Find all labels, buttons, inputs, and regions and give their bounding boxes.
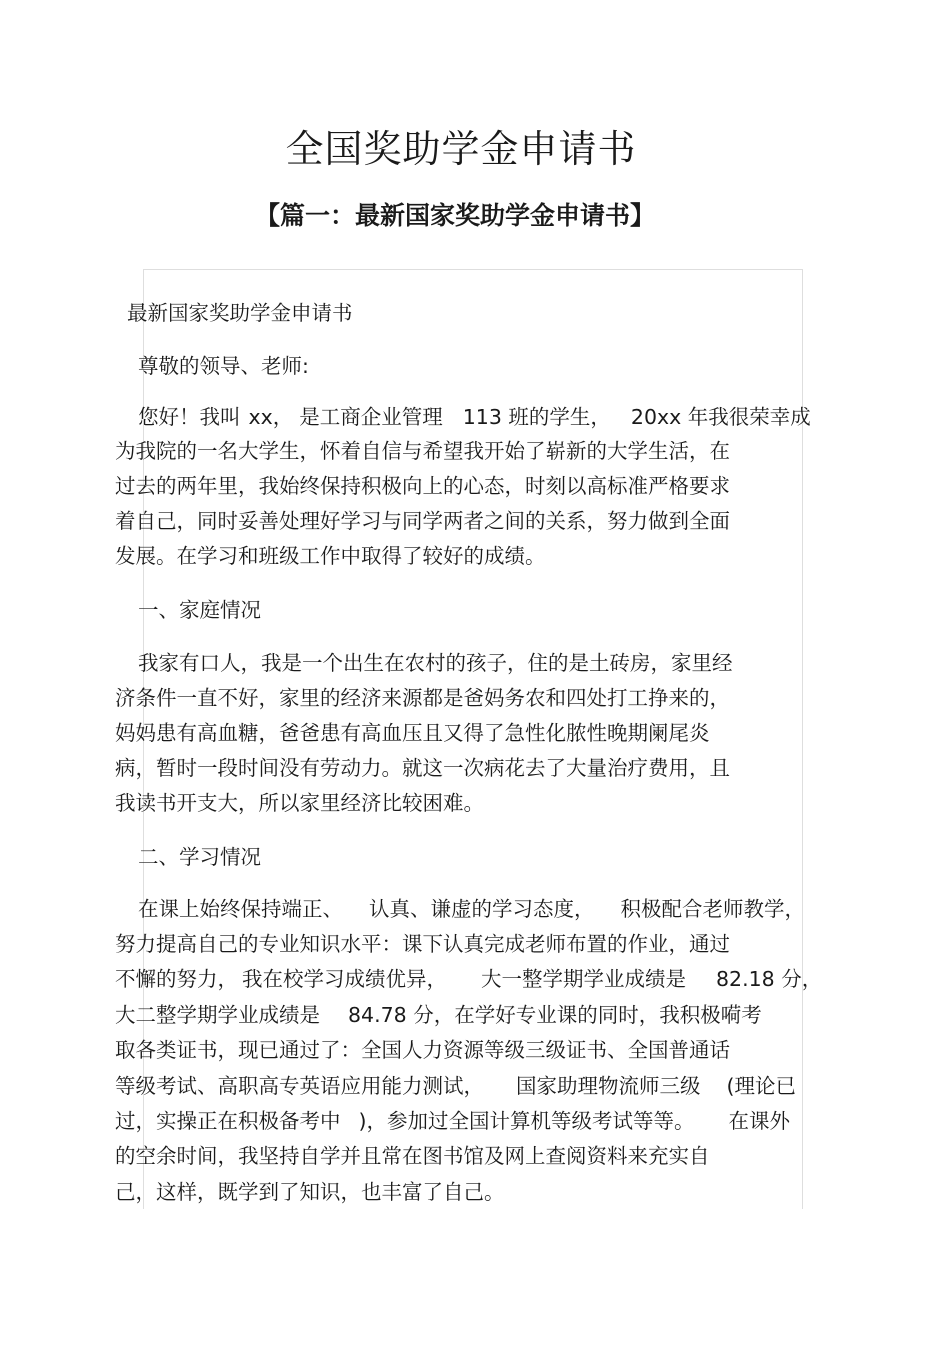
study-line-1: [138, 892, 805, 922]
study-line-4: [115, 998, 762, 1028]
family-line-3: 妈妈患有高血糖，爸爸患有高血压且又得了急性化脓性晚期阑尾炎: [115, 721, 710, 745]
family-line-1: 我家有口人，我是一个出生在农村的孩子，住的是土砖房，家里经: [138, 651, 733, 675]
heading-study-situation: 二、学习情况: [138, 845, 261, 869]
text-segment: 过，实操正在积极备考中: [115, 1109, 341, 1133]
text-segment: 国家助理物流师三级: [516, 1074, 701, 1098]
intro-line-4: 着自己，同时妥善处理好学习与同学两者之间的关系，努力做到全面: [115, 509, 730, 533]
study-line-7: [115, 1104, 790, 1134]
intro-line-1: [138, 400, 811, 430]
text-segment: 等级考试、高职高专英语应用能力测试，: [115, 1074, 484, 1098]
text-segment: 在课上始终保持端正、: [138, 897, 343, 921]
text-segment: 大一整学期学业成绩是: [481, 967, 686, 991]
study-line-8: 的空余时间，我坚持自学并且常在图书馆及网上查阅资料来充实自: [115, 1144, 710, 1168]
text-segment: 您好！我叫: [138, 405, 241, 429]
text-segment: 在课外: [728, 1109, 790, 1133]
text-segment: )，参加过全国计算机等级考试等等。: [358, 1109, 695, 1133]
document-title: 全国奖助学金申请书: [285, 127, 637, 171]
study-line-9: 己，这样，既学到了知识，也丰富了自己。: [115, 1180, 505, 1204]
heading-family-situation: 一、家庭情况: [138, 598, 261, 622]
text-segment: 认真、谦虚的学习态度，: [369, 897, 595, 921]
text-segment: (理论已: [726, 1074, 796, 1098]
section-heading: 【篇一：最新国家奖助学金申请书】: [254, 201, 655, 230]
text-segment: 84.78 分，在学好专业课的同时，我积极嗬考: [348, 1003, 762, 1027]
study-line-6: [115, 1069, 796, 1099]
letter-subtitle: 最新国家奖助学金申请书: [127, 301, 353, 325]
text-segment: 我在校学习成绩优异，: [242, 967, 447, 991]
text-segment: 82.18 分，: [716, 967, 823, 991]
study-line-5: 取各类证书，现已通过了：全国人力资源等级三级证书、全国普通话: [115, 1038, 730, 1062]
intro-line-5: 发展。在学习和班级工作中取得了较好的成绩。: [115, 544, 546, 568]
study-line-3: [115, 962, 822, 992]
study-line-2: 努力提高自己的专业知识水平：课下认真完成老师布置的作业，通过: [115, 932, 730, 956]
text-segment: xx，: [248, 405, 294, 429]
salutation: 尊敬的领导、老师:: [138, 354, 309, 378]
intro-line-3: 过去的两年里，我始终保持积极向上的心态，时刻以高标准严格要求: [115, 474, 730, 498]
family-line-5: 我读书开支大，所以家里经济比较困难。: [115, 791, 484, 815]
text-segment: 不懈的努力，: [115, 967, 238, 991]
intro-line-2: 为我院的一名大学生，怀着自信与希望我开始了崭新的大学生活，在: [115, 439, 730, 463]
family-line-2: 济条件一直不好，家里的经济来源都是爸妈务农和四处打工挣来的，: [115, 686, 730, 710]
text-segment: 是工商企业管理: [299, 405, 443, 429]
text-segment: 积极配合老师教学，: [620, 897, 805, 921]
text-segment: 大二整学期学业成绩是: [115, 1003, 320, 1027]
text-segment: 20xx 年我很荣幸成: [630, 405, 811, 429]
text-segment: 113 班的学生，: [462, 405, 611, 429]
family-line-4: 病，暂时一段时间没有劳动力。就这一次病花去了大量治疗费用，且: [115, 756, 730, 780]
